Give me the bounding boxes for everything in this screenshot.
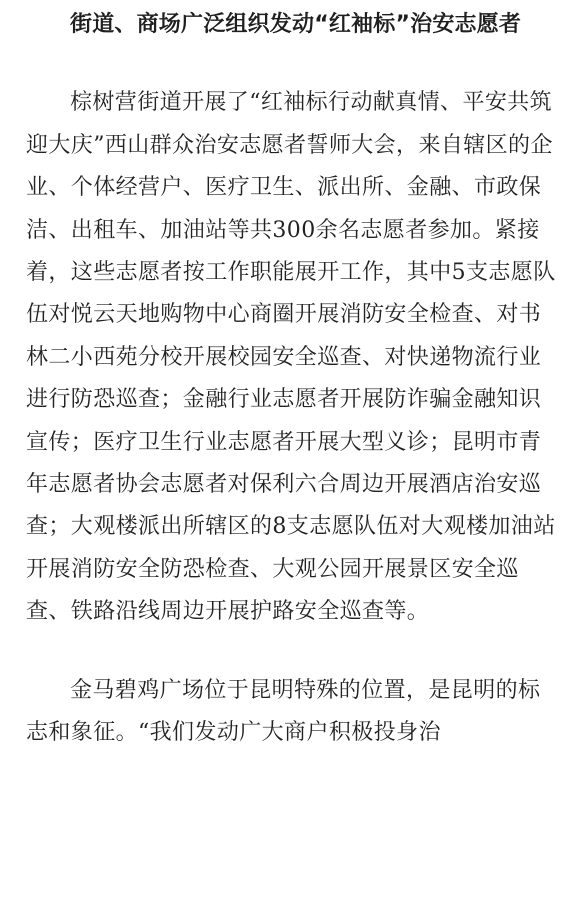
article-body: [26, 4, 556, 755]
paragraph-volunteer-rally: 棕树营街道开展了“红袖标行动献真情、平安共筑迎大庆”西山群众治安志愿者誓师大会，来自辖区的企业、个体经营户、医疗卫生、派出所、金融、市政保洁、出租车、加油站等共300余名志愿者参加。紧接着，这些志愿者按工作职能展开工作，其中5支志愿队伍对悦云天地购物中心商圈开展消防安全检查、对书林二小西苑分校开展校园安全巡查、对快递物流行业进行防恐巡查；金融行业志愿者开展防诈骗金融知识宣传；医疗卫生行业志愿者开展大型义诊；昆明市青年志愿者协会志愿者对保利六合周边开展酒店治安巡查；大观楼派出所辖区的8支志愿队伍对大观楼加油站开展消防安全防恐检查、大观公园开展景区安全巡查、铁路沿线周边开展护路安全巡查等。: [26, 90, 556, 625]
paragraph-jinma-biji-square: 金马碧鸡广场位于昆明特殊的位置，是昆明的标志和象征。“我们发动广大商户积极投身治: [26, 677, 541, 746]
section-heading: 街道、商场广泛组织发动“红袖标”治安志愿者: [70, 12, 522, 37]
